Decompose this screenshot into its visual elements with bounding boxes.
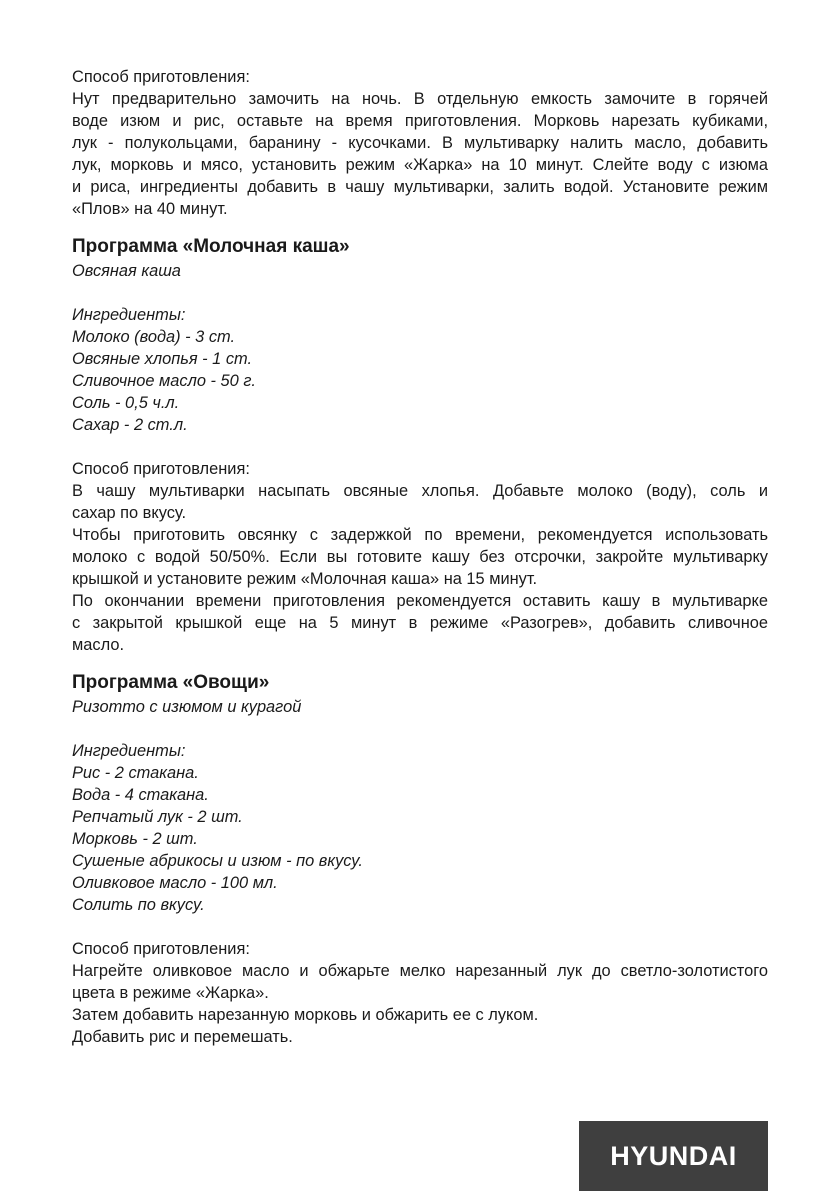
- method-label-top: Способ приготовления:: [72, 68, 250, 86]
- recipe-subtitle-veg: Ризотто с изюмом и курагой: [72, 698, 302, 716]
- ingredient-item: Солить по вкусу.: [72, 896, 205, 914]
- program-title-milk: Программа «Молочная каша»: [72, 236, 350, 257]
- paragraph-line: воде изюм и рис, оставьте на время приготовления. Морковь нарезать кубиками,: [72, 112, 768, 130]
- paragraph-line: сахар по вкусу.: [72, 504, 187, 522]
- ingredient-item: Репчатый лук - 2 шт.: [72, 808, 243, 826]
- ingredient-item: Сливочное масло - 50 г.: [72, 372, 256, 390]
- ingredient-item: Оливковое масло - 100 мл.: [72, 874, 278, 892]
- paragraph-line: крышкой и установите режим «Молочная каша» на 15 минут.: [72, 570, 538, 588]
- ingredient-item: Сахар - 2 ст.л.: [72, 416, 188, 434]
- method-label-milk: Способ приготовления:: [72, 460, 250, 478]
- ingredient-item: Рис - 2 стакана.: [72, 764, 199, 782]
- paragraph-line: с закрытой крышкой еще на 5 минут в режиме «Разогрев», добавить сливочное: [72, 614, 768, 632]
- program-title-veg: Программа «Овощи»: [72, 672, 270, 693]
- paragraph-line: Затем добавить нарезанную морковь и обжарить ее с луком.: [72, 1006, 539, 1024]
- ingredients-label-milk: Ингредиенты:: [72, 306, 186, 324]
- ingredient-item: Соль - 0,5 ч.л.: [72, 394, 180, 412]
- ingredients-label-veg: Ингредиенты:: [72, 742, 186, 760]
- ingredient-item: Морковь - 2 шт.: [72, 830, 198, 848]
- paragraph-line: масло.: [72, 636, 124, 654]
- paragraph-line: лук - полукольцами, баранину - кусочками. В мультиварку налить масло, добавить: [72, 134, 768, 152]
- paragraph-line: молоко с водой 50/50%. Если вы готовите кашу без отсрочки, закройте мультиварку: [72, 548, 768, 566]
- method-label-veg: Способ приготовления:: [72, 940, 250, 958]
- paragraph-line: Чтобы приготовить овсянку с задержкой по времени, рекомендуется использовать: [72, 526, 768, 544]
- document-page: [72, 66, 768, 1048]
- paragraph-line: По окончании времени приготовления рекомендуется оставить кашу в мультиварке: [72, 592, 768, 610]
- ingredient-item: Вода - 4 стакана.: [72, 786, 209, 804]
- paragraph-line: Нагрейте оливковое масло и обжарьте мелко нарезанный лук до светло-золотистого: [72, 962, 768, 980]
- paragraph-line: Нут предварительно замочить на ночь. В отдельную емкость замочите в горячей: [72, 90, 768, 108]
- paragraph-line: В чашу мультиварки насыпать овсяные хлопья. Добавьте молоко (воду), соль и: [72, 482, 768, 500]
- paragraph-line: цвета в режиме «Жарка».: [72, 984, 269, 1002]
- ingredient-item: Сушеные абрикосы и изюм - по вкусу.: [72, 852, 363, 870]
- ingredient-item: Молоко (вода) - 3 ст.: [72, 328, 236, 346]
- hyundai-logo: HYUNDAI: [579, 1121, 768, 1191]
- paragraph-line: и риса, ингредиенты добавить в чашу мультиварки, залить водой. Установите режим: [72, 178, 768, 196]
- ingredient-item: Овсяные хлопья - 1 ст.: [72, 350, 253, 368]
- paragraph-line: лук, морковь и мясо, установить режим «Жарка» на 10 минут. Слейте воду с изюма: [72, 156, 768, 174]
- recipe-subtitle-milk: Овсяная каша: [72, 262, 181, 280]
- paragraph-line: «Плов» на 40 минут.: [72, 200, 228, 218]
- paragraph-line: Добавить рис и перемешать.: [72, 1028, 293, 1046]
